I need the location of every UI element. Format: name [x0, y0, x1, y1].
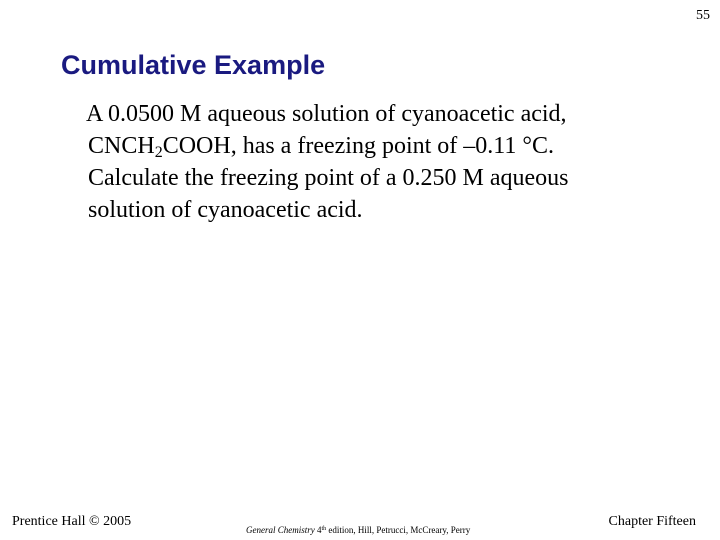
formula-subscript: 2 — [154, 144, 163, 161]
problem-statement — [88, 98, 648, 226]
formula-prefix: CNCH — [88, 133, 155, 159]
problem-line-1: A 0.0500 M aqueous solution of cyanoacetic acid, — [86, 101, 567, 127]
slide-title: Cumulative Example — [61, 50, 326, 80]
page-number: 55 — [696, 8, 710, 23]
formula-suffix: COOH, has a freezing point of –0.11 °C. — [162, 133, 554, 159]
problem-line-2 — [88, 130, 648, 162]
problem-line-4: solution of cyanoacetic acid. — [88, 197, 363, 223]
footer-authors: edition, Hill, Petrucci, McCreary, Perry — [326, 525, 471, 535]
problem-line-3: Calculate the freezing point of a 0.250 M aqueous — [88, 165, 569, 191]
footer-edition-suffix: th — [321, 526, 327, 532]
footer-publisher: Prentice Hall © 2005 — [12, 514, 132, 529]
footer-book-citation — [246, 525, 470, 535]
footer-book-title: General Chemistry — [246, 525, 315, 535]
footer-chapter: Chapter Fifteen — [608, 514, 696, 529]
footer-edition-number: 4 — [314, 525, 322, 535]
